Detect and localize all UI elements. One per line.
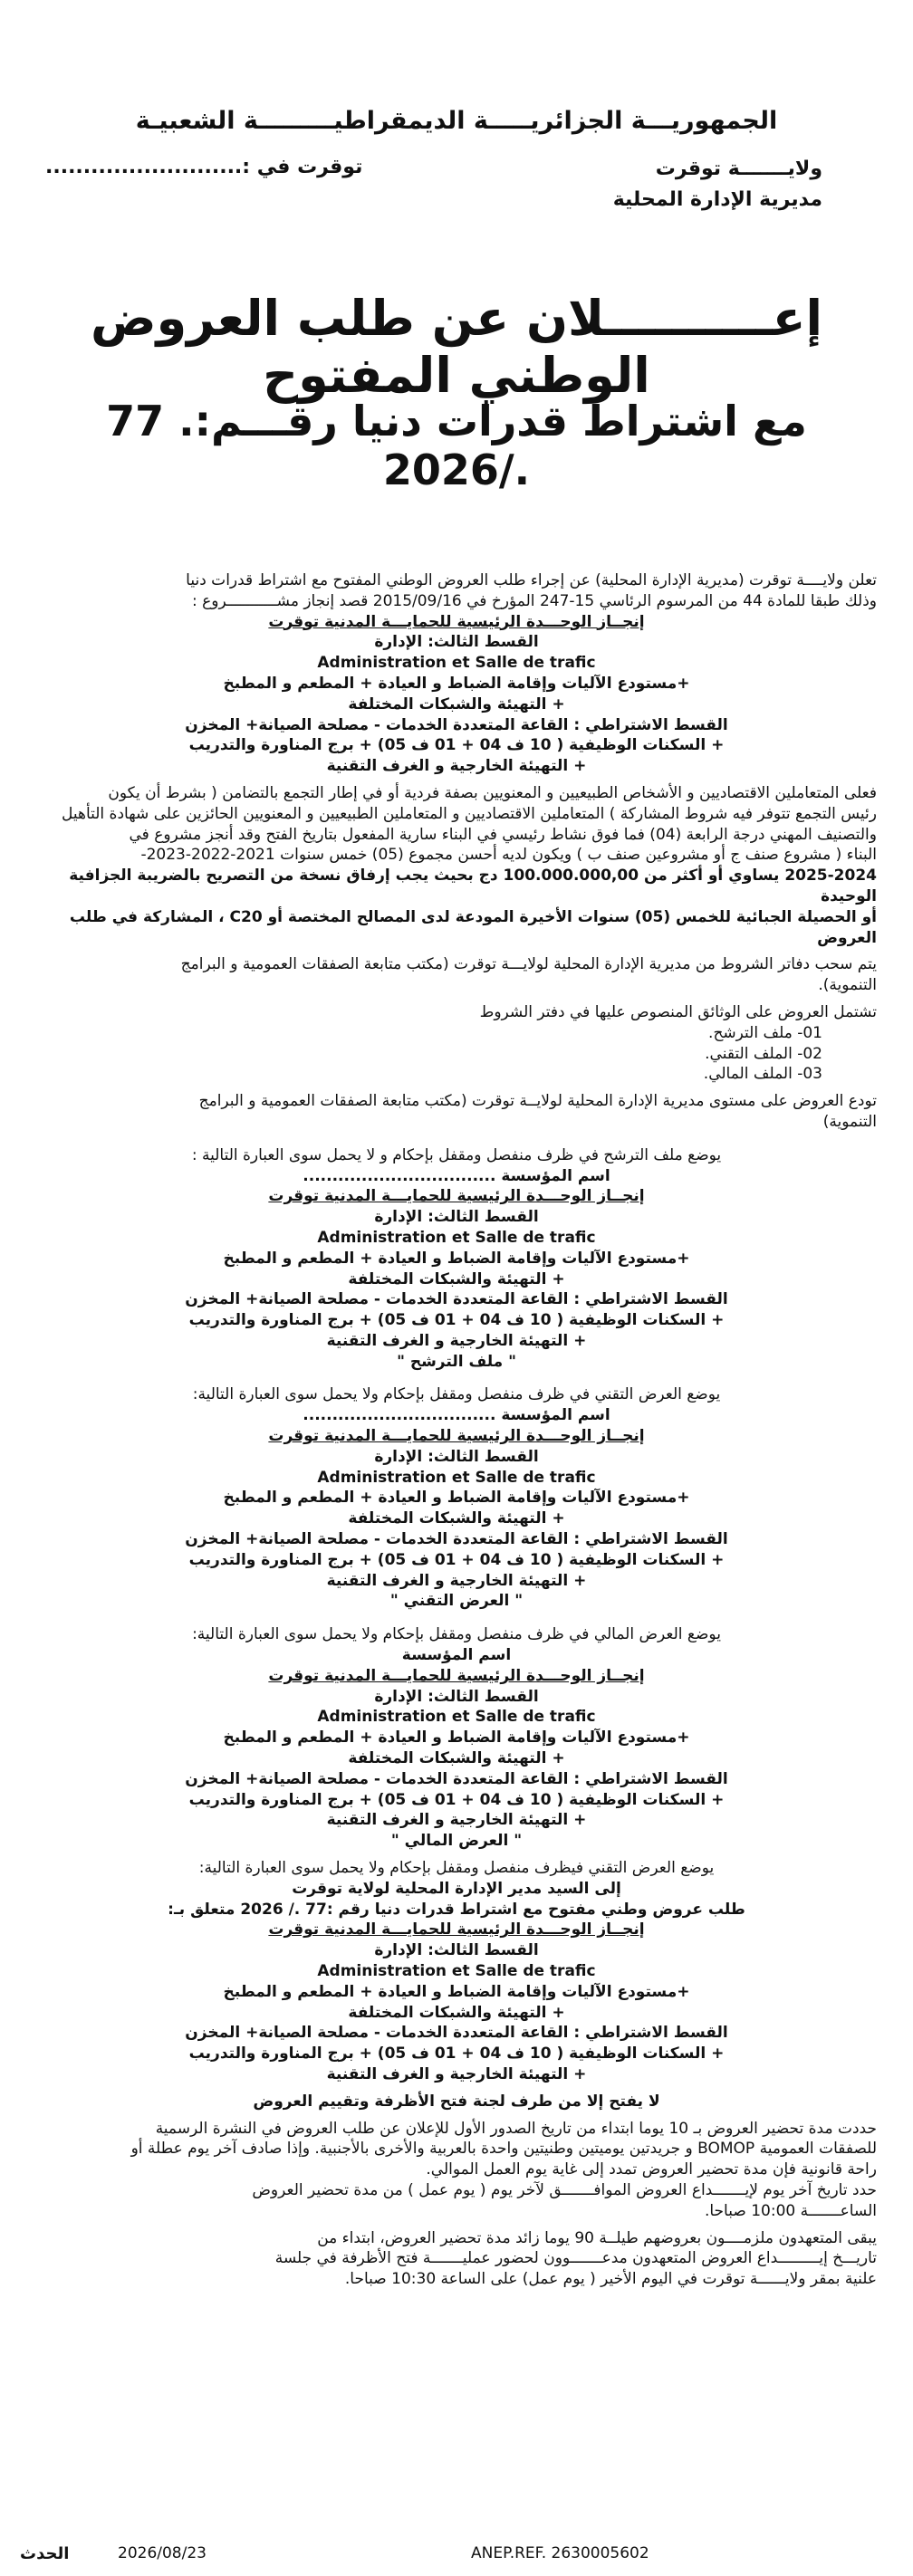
issuer-block: [613, 154, 822, 215]
deposit-line: التنموية): [822, 1112, 877, 1131]
project-line: +مستودع الآليات وإقامة الضباط و العيادة + المطعم و المطبخ: [223, 1249, 690, 1268]
closing-line: راحة قانونية فإن مدة تحضير العروض تمدد إلى غاية يوم العمل الموالي.: [426, 2160, 877, 2179]
envelope-financial: [36, 1624, 877, 1852]
docs-intro: تشتمل العروض على الوثائق المنصوص عليها في دفتر الشروط: [479, 1002, 877, 1021]
deposit-line: تودع العروض على مستوى مديرية الإدارة المحلية لولايــة توقرت (مكتب متابعة الصفقات العمومية و البرامج: [198, 1092, 877, 1111]
project-line: القسط الاشتراطي : القاعة المتعددة الخدمات - مصلحة الصيانة+ المخزن: [185, 715, 728, 734]
eligibility-line: فعلى المتعاملين الاقتصاديين و الأشخاص الطبيعيين و المعنويين بصفة فردية أو في إطار التجمع بالتضامن ( بشرط أن يكون: [108, 783, 877, 802]
envelope-intro: يوضع ملف الترشح في ظرف منفصل ومقفل بإحكام و لا يحمل سوى العبارة التالية :: [191, 1145, 722, 1164]
closing-paragraph: [36, 2119, 877, 2290]
envelope-warning: لا يفتح إلا من طرف لجنة فتح الأظرفة وتقييم العروض: [253, 2092, 660, 2111]
intro-line-2: وذلك طبقا للمادة 44 من المرسوم الرئاسي 15-247 المؤرخ في 2015/09/16 قصد إنجاز مشـــــــــــروع :: [192, 591, 877, 610]
eligibility-line: رئيس التجمع تتوفر فيه شروط المشاركة ) المتعاملين الاقتصاديين و المتعاملين الطبيعيين و المعنويين الحائزين على شهادة التأهيل: [61, 804, 877, 823]
project-name: إنجــاز الوحـــدة الرئيسية للحمايـــة المدنية توقرت: [268, 1666, 645, 1685]
envelope-ref: طلب عروض وطني مفتوح مع اشتراط قدرات دنيا رقم :77 ./ 2026 متعلق بـ:: [168, 1900, 745, 1919]
project-line: + التهيئة الخارجية و الغرف التقنية: [326, 1571, 587, 1590]
eligibility-line: البناء ( مشروع صنف ج أو مشروعين صنف ب ) ويكون لديه أحسن مجموع (05) خمس سنوات 2021-2022-2023-: [140, 846, 877, 865]
project-line: القسط الاشتراطي : القاعة المتعددة الخدمات - مصلحة الصيانة+ المخزن: [185, 2024, 728, 2043]
closing-line: حددت مدة تحضير العروض بـ 10 يوما ابتداء من تاريخ الصدور الأول للإعلان عن طلب العروض في النشرة الرسمية: [155, 2119, 877, 2138]
project-line: + التهيئة والشبكات المختلفة: [348, 1749, 565, 1768]
project-line: + السكنات الوظيفية ( 10 ف 04 + 01 ف 05) + برج المناورة والتدريب: [188, 736, 725, 755]
project-line: +مستودع الآليات وإقامة الضباط و العيادة + المطعم و المطبخ: [223, 1729, 690, 1748]
project-line: + التهيئة الخارجية و الغرف التقنية: [326, 2064, 587, 2083]
announcement-body: [36, 570, 877, 2290]
envelope-label: " ملف الترشح ": [397, 1352, 516, 1371]
lot3-label: القسط الثالث: الإدارة: [374, 1687, 539, 1706]
project-line: + السكنات الوظيفية ( 10 ف 04 + 01 ف 05) + برج المناورة والتدريب: [188, 1790, 725, 1809]
closing-line: للصفقات العمومية BOMOP و جريدتين يوميتين وطنيتين واحدة بالعربية والأخرى بالأجنبية. وإذا صادف آخر يوم عطلة أو: [130, 2140, 877, 2159]
project-name: إنجــاز الوحـــدة الرئيسية للحمايـــة المدنية توقرت: [268, 1427, 645, 1446]
project-name: إنجــاز الوحـــدة الرئيسية للحمايـــة المدنية توقرت: [268, 1187, 645, 1206]
lot3-fr: Administration et Salle de trafic: [317, 1468, 596, 1487]
lot3-fr: Administration et Salle de trafic: [317, 1708, 596, 1727]
project-line: + السكنات الوظيفية ( 10 ف 04 + 01 ف 05) + برج المناورة والتدريب: [188, 1311, 725, 1330]
project-line: + التهيئة الخارجية و الغرف التقنية: [326, 757, 587, 776]
lot3-fr: Administration et Salle de trafic: [317, 1962, 596, 1980]
closing-line: الساعـــــــة 10:00 صباحا.: [704, 2201, 877, 2220]
envelope-intro: يوضع العرض المالي في ظرف منفصل ومقفل بإحكام ولا يحمل سوى العبارة التالية:: [192, 1625, 721, 1644]
place-date: توقرت في :..........................: [45, 156, 363, 178]
withdraw-line: التنموية).: [818, 976, 877, 995]
company-name-field: اسم المؤسسة: [401, 1646, 512, 1665]
envelope-intro: يوضع العرض التقني في ظرف منفصل ومقفل بإحكام ولا يحمل سوى العبارة التالية:: [192, 1385, 721, 1404]
doc-item: 01- ملف الترشح.: [708, 1023, 822, 1042]
project-block: [36, 612, 877, 777]
directorate-name: مديرية الإدارة المحلية: [612, 188, 822, 211]
project-line: + التهيئة الخارجية و الغرف التقنية: [326, 1811, 587, 1830]
closing-line: تاريـــخ إيـــــــــداع العروض المتعهدون مدعـــــــوون لحضور عمليـــــــة فتح الأظرفة في جلسة: [274, 2249, 877, 2268]
project-name: إنجــاز الوحـــدة الرئيسية للحمايـــة المدنية توقرت: [268, 1920, 645, 1939]
envelope-recipient: إلى السيد مدير الإدارة المحلية لولاية توقرت: [292, 1879, 621, 1898]
project-line: +مستودع الآليات وإقامة الضباط و العيادة + المطعم و المطبخ: [223, 674, 690, 693]
project-line: + التهيئة الخارجية و الغرف التقنية: [326, 1331, 587, 1350]
project-name: إنجــاز الوحـــدة الرئيسية للحمايـــة المدنية توقرت: [268, 612, 645, 631]
lot3-label: القسط الثالث: الإدارة: [374, 1941, 539, 1960]
company-name-field: اسم المؤسسة .................................: [303, 1166, 610, 1185]
anep-reference: ANEP.REF. 2630005602: [471, 2544, 649, 2562]
closing-line: يبقى المتعهدون ملزمــــون بعروضهم طيلــة 90 يوما زائد مدة تحضير العروض، ابتداء من: [317, 2228, 877, 2247]
eligibility-paragraph: [36, 783, 877, 948]
project-line: القسط الاشتراطي : القاعة المتعددة الخدمات - مصلحة الصيانة+ المخزن: [185, 1769, 728, 1788]
eligibility-line: أو الحصيلة الجبائية للخمس (05) سنوات الأخيرة المودعة لدى المصالح المختصة أو C20 ، المشاركة في طلب العروض: [69, 907, 877, 947]
lot3-fr: Administration et Salle de trafic: [317, 1228, 596, 1247]
project-line: القسط الاشتراطي : القاعة المتعددة الخدمات - مصلحة الصيانة+ المخزن: [185, 1530, 728, 1549]
publication-date: 2026/08/23: [118, 2544, 207, 2562]
republic-header: الجمهوريـــة الجزائريـــــة الديمقراطيـــــــــة الشعبيـة: [135, 107, 778, 135]
envelope-label: " العرض المالي ": [390, 1832, 523, 1851]
envelope-outer: [36, 1858, 877, 2112]
closing-line: حدد تاريخ آخر يوم لإيـــــــداع العروض الموافـــــــق لآخر يوم ( يوم عمل ) من مدة تحضير العروض: [252, 2180, 877, 2199]
intro-line-1: تعلن ولايــــة توقرت (مديرية الإدارة المحلية) عن إجراء طلب العروض الوطني المفتوح مع اشتراط قدرات دنيا: [186, 571, 877, 589]
newspaper-logo: الحدث: [20, 2544, 70, 2563]
lot3-label: القسط الثالث: الإدارة: [374, 633, 539, 652]
company-name-field: اسم المؤسسة .................................: [303, 1406, 610, 1425]
announcement-number: مع اشتراط قدرات دنيا رقـــم:. 77 ./2026: [106, 397, 807, 494]
lot3-label: القسط الثالث: الإدارة: [374, 1447, 539, 1466]
project-line: + السكنات الوظيفية ( 10 ف 04 + 01 ف 05) + برج المناورة والتدريب: [188, 2045, 725, 2064]
withdraw-line: يتم سحب دفاتر الشروط من مديرية الإدارة المحلية لولايـــة توقرت (مكتب متابعة الصفقات العمومية و البرامج: [180, 955, 877, 974]
lot3-label: القسط الثالث: الإدارة: [374, 1208, 539, 1227]
project-line: القسط الاشتراطي : القاعة المتعددة الخدمات - مصلحة الصيانة+ المخزن: [185, 1290, 728, 1309]
lot3-fr: Administration et Salle de trafic: [317, 654, 596, 673]
project-line: + التهيئة والشبكات المختلفة: [348, 1269, 565, 1288]
announcement-title: إعــــــــــلان عن طلب العروض الوطني المفتوح: [90, 290, 823, 404]
doc-item: 02- الملف التقني.: [705, 1044, 822, 1063]
project-line: + التهيئة والشبكات المختلفة: [348, 694, 565, 713]
envelope-technical: [36, 1384, 877, 1612]
eligibility-line: 2025-2024 يساوي أو أكثر من 100.000.000,00 دج بحيث يجب إرفاق نسخة من التصريح بالضريبة الجزافية الوحيدة: [69, 867, 877, 905]
project-line: +مستودع الآليات وإقامة الضباط و العيادة + المطعم و المطبخ: [223, 1489, 690, 1508]
envelope-label: " العرض التقني ": [389, 1592, 524, 1611]
project-line: +مستودع الآليات وإقامة الضباط و العيادة + المطعم و المطبخ: [223, 1982, 690, 2001]
project-line: + التهيئة والشبكات المختلفة: [348, 1509, 565, 1528]
doc-item: 03- الملف المالي.: [703, 1065, 822, 1084]
eligibility-line: والتصنيف المهني درجة الرابعة (04) فما فوق نشاط رئيسي في البناء سارية المفعول بتاريخ الفتح وقد أنجز مشروع في: [129, 825, 877, 844]
footer: [0, 2542, 913, 2570]
envelope-candidacy: [36, 1145, 877, 1373]
project-line: + التهيئة والشبكات المختلفة: [348, 2003, 565, 2022]
envelope-intro: يوضع العرض التقني فيظرف منفصل ومقفل بإحكام ولا يحمل سوى العبارة التالية:: [198, 1859, 715, 1878]
closing-line: علنية بمقر ولايــــــة توقرت في اليوم الأخير ( يوم عمل) على الساعة 10:30 صباحا.: [344, 2270, 877, 2289]
wilaya-name: ولايـــــــة توقرت: [655, 158, 822, 180]
project-line: + السكنات الوظيفية ( 10 ف 04 + 01 ف 05) + برج المناورة والتدريب: [188, 1550, 725, 1569]
